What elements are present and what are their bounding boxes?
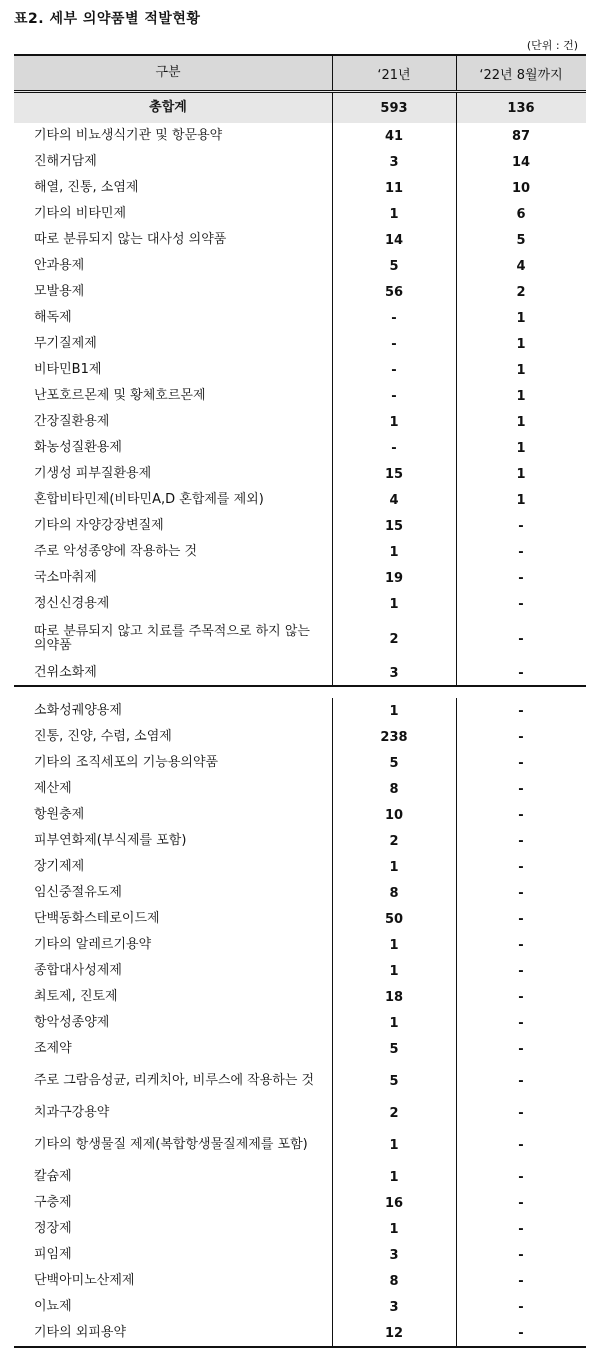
row-category: 종합대사성제제	[34, 963, 122, 978]
table-row	[14, 279, 586, 305]
table-row	[14, 617, 586, 661]
row-2021: 1	[389, 703, 399, 719]
row-2021: 16	[384, 1195, 404, 1211]
row-category: 임신중절유도제	[34, 885, 122, 900]
table-body-1	[14, 123, 586, 685]
row-category: 건위소화제	[34, 665, 97, 680]
row-2021: 15	[384, 518, 404, 534]
row-2022: -	[518, 1247, 524, 1263]
row-2021: -	[391, 388, 397, 404]
row-2021: 3	[389, 154, 399, 170]
row-category: 해열, 진통, 소염제	[34, 180, 139, 195]
table-row	[14, 409, 586, 435]
row-2022: -	[518, 833, 524, 849]
table-body-2	[14, 698, 586, 1346]
row-2021: 5	[389, 258, 399, 274]
table-row	[14, 1164, 586, 1190]
row-category: 피부연화제(부식제를 포함)	[34, 833, 187, 848]
row-category: 기타의 비타민제	[34, 206, 127, 221]
table-row	[14, 854, 586, 880]
table-header	[14, 54, 586, 90]
row-2022: 1	[516, 336, 526, 352]
row-category: 항악성종양제	[34, 1015, 110, 1030]
row-category: 기타의 외피용약	[34, 1325, 127, 1340]
table-row	[14, 383, 586, 409]
row-2021: -	[391, 362, 397, 378]
table-row	[14, 1010, 586, 1036]
row-2022: 1	[516, 310, 526, 326]
row-category: 기생성 피부질환용제	[34, 466, 152, 481]
table-row	[14, 1100, 586, 1126]
row-category: 간장질환용제	[34, 414, 110, 429]
table-row	[14, 227, 586, 253]
total-row	[14, 90, 586, 123]
row-2022: 1	[516, 440, 526, 456]
row-2022: 5	[516, 232, 526, 248]
row-2021: 8	[389, 1273, 399, 1289]
table-row	[14, 487, 586, 513]
table-row	[14, 880, 586, 906]
row-2021: 1	[389, 859, 399, 875]
row-2021: 1	[389, 414, 399, 430]
table-row	[14, 305, 586, 331]
table-row	[14, 932, 586, 958]
row-2022: -	[518, 911, 524, 927]
table-row	[14, 1242, 586, 1268]
table-row	[14, 776, 586, 802]
row-2021: 4	[389, 492, 399, 508]
table-row	[14, 1320, 586, 1346]
table-row	[14, 461, 586, 487]
row-category: 기타의 비뇨생식기관 및 항문용약	[34, 128, 223, 143]
table-row	[14, 984, 586, 1010]
row-2022: -	[518, 1325, 524, 1341]
row-2021: 1	[389, 544, 399, 560]
row-2021: 8	[389, 781, 399, 797]
row-2022: 1	[516, 466, 526, 482]
row-2021: -	[391, 440, 397, 456]
row-2022: -	[518, 1195, 524, 1211]
row-2022: -	[518, 1015, 524, 1031]
table-row	[14, 1062, 586, 1100]
row-category: 칼슘제	[34, 1169, 72, 1184]
row-2021: 1	[389, 206, 399, 222]
table-row	[14, 565, 586, 591]
row-2021: 1	[389, 937, 399, 953]
row-2021: 5	[389, 1073, 399, 1089]
row-category: 주로 그람음성균, 리케치아, 비루스에 작용하는 것	[34, 1073, 315, 1088]
row-2021: 1	[389, 963, 399, 979]
row-category: 구충제	[34, 1195, 72, 1210]
table-row	[14, 750, 586, 776]
row-category: 치과구강용약	[34, 1105, 110, 1120]
table-row	[14, 1216, 586, 1242]
row-2022: 10	[511, 180, 531, 196]
table-row	[14, 1036, 586, 1062]
table-bottom-rule-2	[14, 1346, 586, 1348]
row-2021: -	[391, 310, 397, 326]
row-category: 따로 분류되지 않고 치료를 주목적으로 하지 않는 의약품	[34, 624, 310, 653]
row-category: 기타의 항생물질 제제(복합항생물질제제를 포함)	[34, 1137, 308, 1152]
row-2021: 5	[389, 755, 399, 771]
row-2022: -	[518, 544, 524, 560]
table-row	[14, 1190, 586, 1216]
row-2021: 19	[384, 570, 404, 586]
row-category: 무기질제제	[34, 336, 97, 351]
row-category: 단백동화스테로이드제	[34, 911, 160, 926]
table-row	[14, 1294, 586, 1320]
table-row	[14, 1126, 586, 1164]
table-title: 표2. 세부 의약품별 적발현황	[14, 11, 201, 27]
table-part-2	[14, 698, 586, 1348]
row-category: 피임제	[34, 1247, 72, 1262]
row-2022: 6	[516, 206, 526, 222]
row-2022: -	[518, 1169, 524, 1185]
table-row	[14, 539, 586, 565]
row-category: 안과용제	[34, 258, 85, 273]
row-category: 해독제	[34, 310, 72, 325]
row-category: 비타민B1제	[34, 362, 102, 377]
row-2021: 8	[389, 885, 399, 901]
row-2022: -	[518, 703, 524, 719]
total-label: 총합계	[149, 100, 187, 115]
row-2022: -	[518, 1105, 524, 1121]
table-row	[14, 802, 586, 828]
row-category: 항원충제	[34, 807, 85, 822]
row-category: 모발용제	[34, 284, 85, 299]
row-2022: 14	[511, 154, 531, 170]
row-2021: 10	[384, 807, 404, 823]
row-2022: -	[518, 1041, 524, 1057]
row-2022: -	[518, 1137, 524, 1153]
row-2022: -	[518, 631, 524, 647]
table-row	[14, 357, 586, 383]
row-2021: 14	[384, 232, 404, 248]
row-2021: -	[391, 336, 397, 352]
row-2021: 5	[389, 1041, 399, 1057]
table-row	[14, 698, 586, 724]
row-2021: 3	[389, 665, 399, 681]
table-row	[14, 123, 586, 149]
row-2021: 1	[389, 1169, 399, 1185]
table-part-1	[14, 54, 586, 687]
row-category: 소화성궤양용제	[34, 703, 122, 718]
row-2022: -	[518, 963, 524, 979]
row-category: 제산제	[34, 781, 72, 796]
row-category: 주로 악성종양에 작용하는 것	[34, 544, 198, 559]
row-2021: 1	[389, 596, 399, 612]
table-row	[14, 906, 586, 932]
table-row	[14, 513, 586, 539]
row-2021: 3	[389, 1299, 399, 1315]
row-2022: -	[518, 1221, 524, 1237]
row-category: 장기제제	[34, 859, 85, 874]
row-2022: 4	[516, 258, 526, 274]
row-2021: 238	[380, 729, 408, 745]
row-2021: 1	[389, 1015, 399, 1031]
row-2021: 1	[389, 1137, 399, 1153]
row-category: 화농성질환용제	[34, 440, 122, 455]
row-2021: 1	[389, 1221, 399, 1237]
row-2022: 1	[516, 388, 526, 404]
row-2022: -	[518, 937, 524, 953]
row-2022: -	[518, 859, 524, 875]
row-2022: -	[518, 807, 524, 823]
table-row	[14, 661, 586, 685]
row-category: 따로 분류되지 않는 대사성 의약품	[34, 232, 227, 247]
table-row	[14, 1268, 586, 1294]
table-row	[14, 435, 586, 461]
row-category: 기타의 알레르기용약	[34, 937, 152, 952]
row-2022: -	[518, 1273, 524, 1289]
row-2022: -	[518, 570, 524, 586]
total-2021: 593	[380, 100, 408, 116]
row-2021: 15	[384, 466, 404, 482]
row-2022: -	[518, 781, 524, 797]
row-2022: 2	[516, 284, 526, 300]
row-2022: -	[518, 518, 524, 534]
row-category: 조제약	[34, 1041, 72, 1056]
row-2022: 1	[516, 414, 526, 430]
header-2021: ‘21년	[377, 67, 411, 83]
table-row	[14, 175, 586, 201]
row-category: 이뇨제	[34, 1299, 72, 1314]
row-2022: -	[518, 1299, 524, 1315]
row-2022: -	[518, 989, 524, 1005]
row-2022: -	[518, 885, 524, 901]
row-2022: 1	[516, 362, 526, 378]
row-2021: 2	[389, 833, 399, 849]
row-2022: 1	[516, 492, 526, 508]
row-2022: 87	[511, 128, 531, 144]
row-2021: 11	[384, 180, 404, 196]
row-category: 진해거담제	[34, 154, 97, 169]
row-2021: 12	[384, 1325, 404, 1341]
row-2022: -	[518, 596, 524, 612]
row-category: 진통, 진양, 수렴, 소염제	[34, 729, 172, 744]
row-category: 난포호르몬제 및 황체호르몬제	[34, 388, 206, 403]
row-category: 정장제	[34, 1221, 72, 1236]
row-category: 단백아미노산제제	[34, 1273, 135, 1288]
table-row	[14, 253, 586, 279]
header-2022: ‘22년 8월까지	[479, 67, 563, 83]
table-bottom-rule-1	[14, 685, 586, 687]
table-row	[14, 149, 586, 175]
header-category: 구분	[155, 65, 181, 80]
table-row	[14, 331, 586, 357]
row-category: 혼합비타민제(비타민A,D 혼합제를 제외)	[34, 492, 264, 507]
row-category: 기타의 자양강장변질제	[34, 518, 164, 533]
table-row	[14, 958, 586, 984]
row-2021: 2	[389, 1105, 399, 1121]
row-category: 국소마취제	[34, 570, 97, 585]
row-category: 최토제, 진토제	[34, 989, 118, 1004]
row-2022: -	[518, 1073, 524, 1089]
row-2022: -	[518, 755, 524, 771]
table-row	[14, 724, 586, 750]
row-2021: 50	[384, 911, 404, 927]
table-row	[14, 591, 586, 617]
row-2022: -	[518, 729, 524, 745]
row-2021: 41	[384, 128, 404, 144]
row-2022: -	[518, 665, 524, 681]
row-category: 기타의 조직세포의 기능용의약품	[34, 755, 219, 770]
row-2021: 2	[389, 631, 399, 647]
row-2021: 18	[384, 989, 404, 1005]
row-category: 정신신경용제	[34, 596, 110, 611]
unit-label: (단위 : 건)	[526, 39, 578, 52]
table-row	[14, 201, 586, 227]
row-2021: 3	[389, 1247, 399, 1263]
total-2022: 136	[507, 100, 535, 116]
row-2021: 56	[384, 284, 404, 300]
table-row	[14, 828, 586, 854]
